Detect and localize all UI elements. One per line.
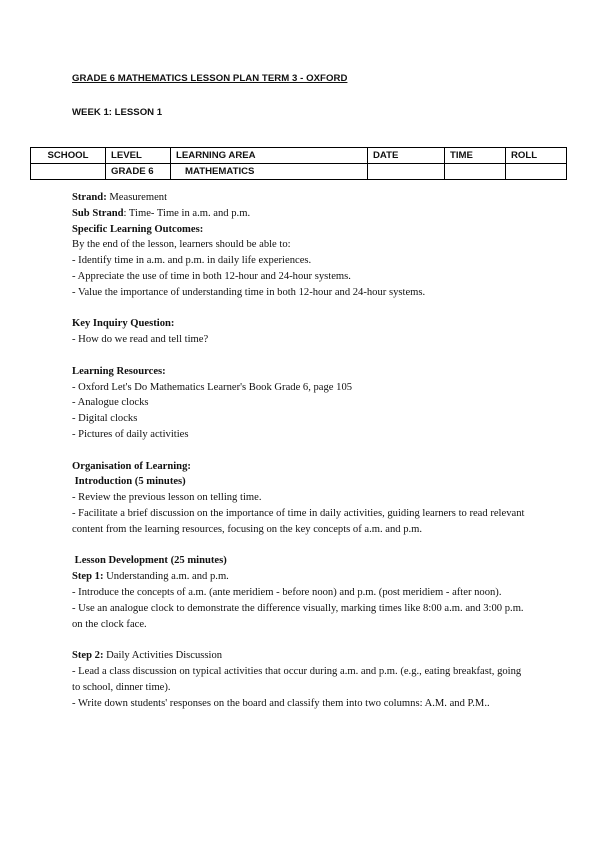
lesson-info-table (30, 147, 567, 180)
step2-title: Daily Activities Discussion (103, 650, 223, 662)
sub-strand-label: Sub Strand (72, 207, 124, 219)
resources-heading: Learning Resources: (72, 365, 166, 377)
outcome-item: - Appreciate the use of time in both 12-hour and 24-hour systems. (72, 270, 351, 282)
step1-label: Step 1: (72, 571, 104, 583)
resource-item: - Pictures of daily activities (72, 428, 189, 440)
strand-line (72, 190, 532, 206)
cell-date (368, 164, 445, 180)
outcome-item: - Value the importance of understanding time in both 12-hour and 24-hour systems. (72, 286, 426, 298)
inquiry-item: - How do we read and tell time? (72, 334, 209, 346)
header-cell-level: LEVEL (106, 148, 171, 164)
introduction-item: - Facilitate a brief discussion on the importance of time in daily activities, guiding learners to read relevant content from the learning resources, focusing on the key concepts of a.m. and p.m. (72, 507, 525, 535)
introduction-heading: Introduction (5 minutes) (72, 476, 186, 488)
strand-label: Strand: (72, 192, 107, 203)
inquiry-heading: Key Inquiry Question: (72, 318, 175, 330)
cell-level: GRADE 6 (106, 164, 171, 180)
lesson-body (72, 190, 532, 711)
step1-item: - Introduce the concepts of a.m. (ante meridiem - before noon) and p.m. (post meridiem - after noon). (72, 586, 502, 598)
organisation-heading: Organisation of Learning: (72, 460, 191, 472)
resource-item: - Oxford Let's Do Mathematics Learner's Book Grade 6, page 105 (72, 381, 353, 393)
step2-line (72, 648, 532, 664)
strand-value: Measurement (106, 192, 168, 203)
cell-learning-area: MATHEMATICS (171, 164, 368, 180)
outcomes-intro: By the end of the lesson, learners should be able to: (72, 239, 291, 251)
week-lesson-label: WEEK 1: LESSON 1 (72, 107, 163, 118)
header-cell-time: TIME (445, 148, 506, 164)
development-heading: Lesson Development (25 minutes) (72, 555, 227, 567)
step1-line (72, 569, 532, 585)
document-title: GRADE 6 MATHEMATICS LESSON PLAN TERM 3 - OXFORD (72, 73, 348, 84)
outcomes-heading: Specific Learning Outcomes: (72, 223, 204, 235)
step2-item: - Write down students' responses on the board and classify them into two columns: A.M. and P.M.. (72, 697, 490, 709)
info-table-header-row (31, 148, 567, 164)
outcome-item: - Identify time in a.m. and p.m. in daily life experiences. (72, 255, 312, 267)
resource-item: - Analogue clocks (72, 397, 149, 409)
resource-item: - Digital clocks (72, 413, 138, 425)
header-cell-date: DATE (368, 148, 445, 164)
step2-item: - Lead a class discussion on typical activities that occur during a.m. and p.m. (e.g., eating breakfast, going to school, dinner time). (72, 665, 522, 693)
cell-school (31, 164, 106, 180)
header-cell-roll: ROLL (506, 148, 567, 164)
step2-label: Step 2: (72, 650, 104, 662)
sub-strand-line (72, 206, 532, 222)
sub-strand-value: : Time- Time in a.m. and p.m. (123, 207, 251, 219)
info-table-data-row (31, 164, 567, 180)
header-cell-school: SCHOOL (31, 148, 106, 164)
cell-roll (506, 164, 567, 180)
introduction-item: - Review the previous lesson on telling time. (72, 492, 262, 504)
step1-item: - Use an analogue clock to demonstrate the difference visually, marking times like 8:00 a.m. and 3:00 p.m. on the clock face. (72, 602, 524, 630)
cell-time (445, 164, 506, 180)
header-cell-learning-area: LEARNING AREA (171, 148, 368, 164)
step1-title: Understanding a.m. and p.m. (103, 571, 229, 583)
